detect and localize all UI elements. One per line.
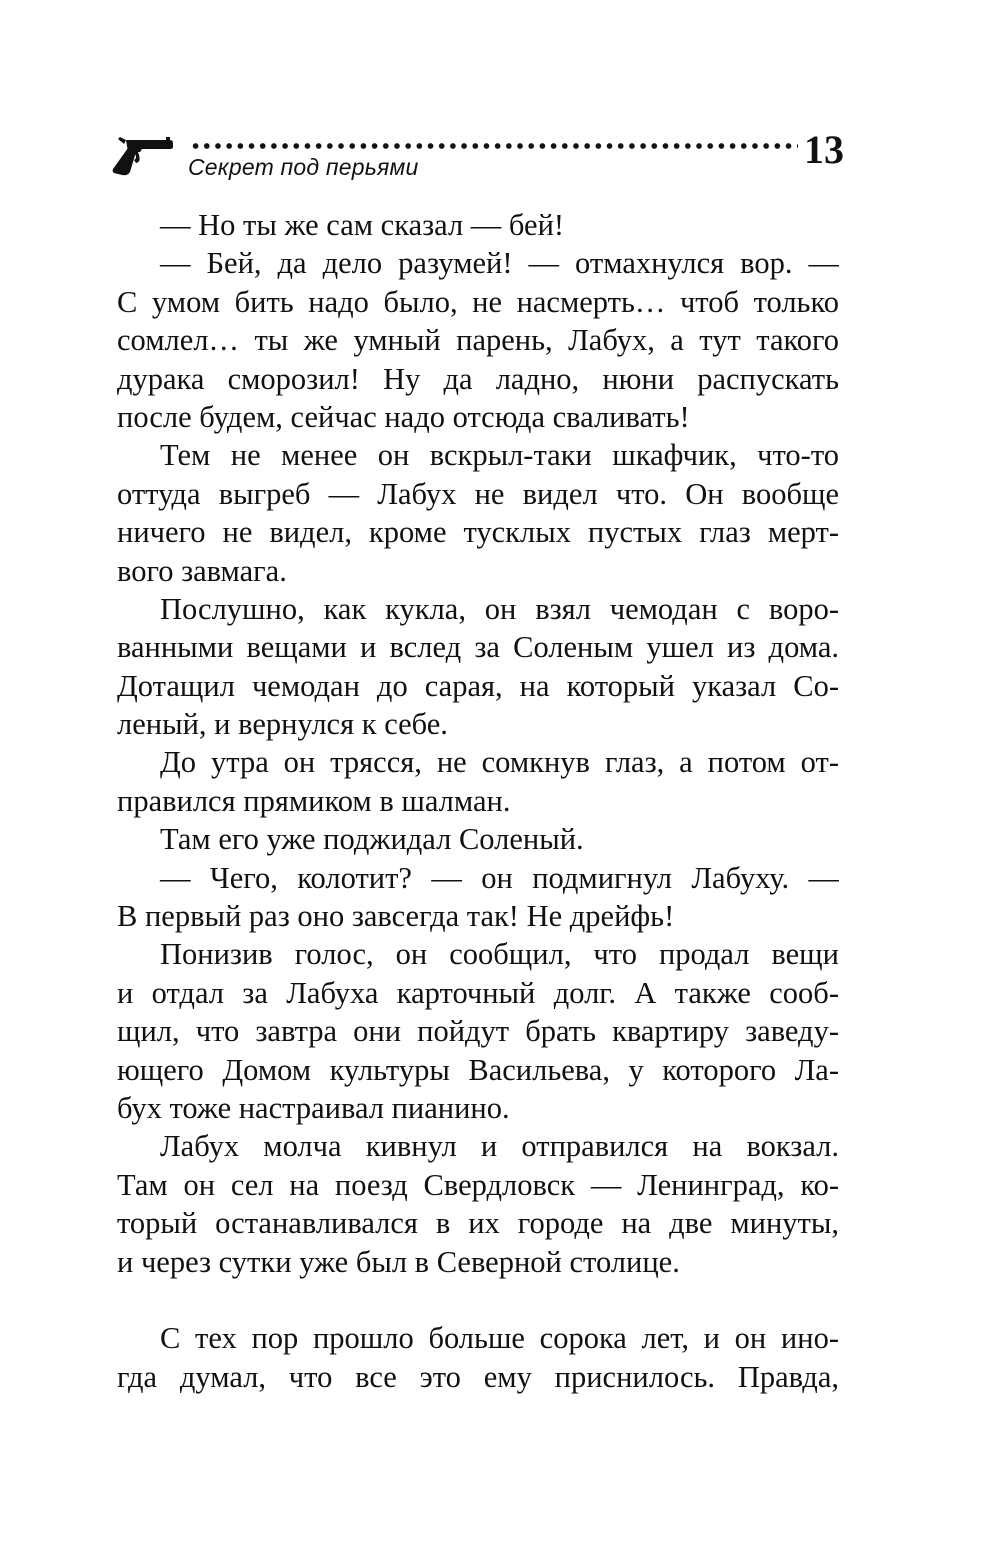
- text-line: Там он сел на поезд Свердловск — Ленинград, ко-: [117, 1167, 839, 1202]
- revolver-icon: [112, 136, 174, 176]
- paragraph: [117, 1319, 839, 1396]
- text-line: после будем, сейчас надо отсюда сваливать!: [117, 399, 690, 434]
- text-line: гда думал, что все это ему приснилось. Правда,: [117, 1359, 839, 1394]
- text-line: оттуда выгреб — Лабух не видел что. Он вообще: [117, 476, 839, 511]
- paragraph: [117, 935, 839, 1127]
- paragraph: [117, 206, 839, 244]
- text-line: До утра он трясся, не сомкнув глаз, а потом от-: [160, 745, 839, 780]
- text-line: С умом бить надо было, не насмерть… чтоб только: [117, 284, 839, 319]
- paragraph: [117, 1127, 839, 1281]
- text-line: Лабух молча кивнул и отправился на вокзал.: [160, 1129, 839, 1164]
- paragraph: [117, 436, 839, 590]
- text-line: Понизив голос, он сообщил, что продал вещи: [160, 937, 839, 972]
- text-line: правился прямиком в шалман.: [117, 783, 511, 818]
- text-line: сомлел… ты же умный парень, Лабух, а тут такого: [117, 323, 839, 358]
- text-line: дурака сморозил! Ну да ладно, нюни распускать: [117, 361, 839, 396]
- text-line: Послушно, как кукла, он взял чемодан с воро-: [160, 591, 839, 626]
- text-line: и отдал за Лабуха карточный долг. А также сооб-: [117, 975, 839, 1010]
- text-line: и через сутки уже был в Северной столице.: [117, 1244, 680, 1279]
- text-line: ющего Домом культуры Васильева, у которого Ла-: [117, 1052, 839, 1087]
- text-line: бух тоже настраивал пианино.: [117, 1090, 510, 1125]
- dotted-rule: [190, 142, 798, 150]
- running-header: [112, 128, 844, 188]
- text-line: Дотащил чемодан до сарая, на который указал Со-: [117, 668, 839, 703]
- paragraph: [117, 590, 839, 744]
- running-title: Секрет под перьями: [188, 154, 419, 180]
- text-line: С тех пор прошло больше сорока лет, и он ино-: [160, 1321, 839, 1356]
- text-line: Тем не менее он вскрыл-таки шкафчик, что-то: [160, 438, 839, 473]
- text-line: леный, и вернулся к себе.: [117, 707, 448, 742]
- text-line: торый останавливался в их городе на две минуты,: [117, 1206, 839, 1241]
- page-number: 13: [804, 127, 844, 172]
- paragraph: [117, 743, 839, 820]
- text-line: — Бей, да дело разумей! — отмахнулся вор. —: [160, 246, 839, 281]
- text-line: ничего не видел, кроме тусклых пустых глаз мерт-: [117, 515, 839, 550]
- text-line: вого завмага.: [117, 553, 287, 588]
- text-line: — Чего, колотит? — он подмигнул Лабуху. —: [160, 860, 839, 895]
- paragraph: [117, 859, 839, 936]
- text-line: щил, что завтра они пойдут брать квартиру заведу-: [117, 1014, 839, 1049]
- text-line: — Но ты же сам сказал — бей!: [160, 208, 565, 242]
- text-line: ванными вещами и вслед за Соленым ушел из дома.: [117, 630, 839, 665]
- section-break: [117, 1281, 839, 1319]
- text-line: В первый раз оно завсегда так! Не дрейфь!: [117, 899, 675, 934]
- body-text: [117, 206, 839, 1396]
- paragraph: [117, 244, 839, 436]
- paragraph: [117, 820, 839, 858]
- text-line: Там его уже поджидал Соленый.: [160, 822, 584, 857]
